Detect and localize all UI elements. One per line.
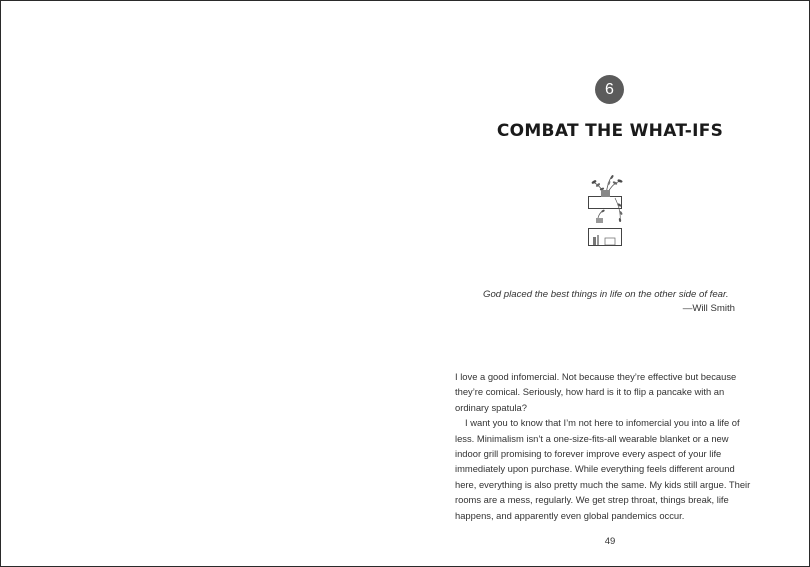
right-page — [405, 1, 809, 566]
chapter-body — [455, 369, 755, 523]
page-number: 49 — [604, 536, 616, 547]
body-paragraph: I love a good infomercial. Not because they’re effective but because they’re comical. Seriously, how hard is it to flip a pancake with an ordinary spatula? — [455, 371, 737, 413]
epigraph-quote: God placed the best things in life on the other side of fear. — [483, 289, 729, 300]
epigraph-attribution: —Will Smith — [682, 303, 735, 314]
left-page-blank — [1, 1, 405, 566]
plant-shelf-icon — [585, 174, 625, 250]
epigraph — [483, 289, 735, 314]
body-paragraph: I want you to know that I’m not here to infomercial you into a life of less. Minimalism isn’t a one-size-fits-all wearable blanket or a new indoor grill promising to forever improve every aspect of your life immediately upon purchase. While everything feels different around here, everything is also pretty much the same. My kids still argue. Their rooms are a mess, regularly. We get strep throat, things break, life happens, and apparently even global pandemics occur. — [455, 417, 751, 521]
chapter-number-badge: 6 — [595, 75, 624, 104]
chapter-title: COMBAT THE WHAT-IFS — [496, 121, 724, 141]
